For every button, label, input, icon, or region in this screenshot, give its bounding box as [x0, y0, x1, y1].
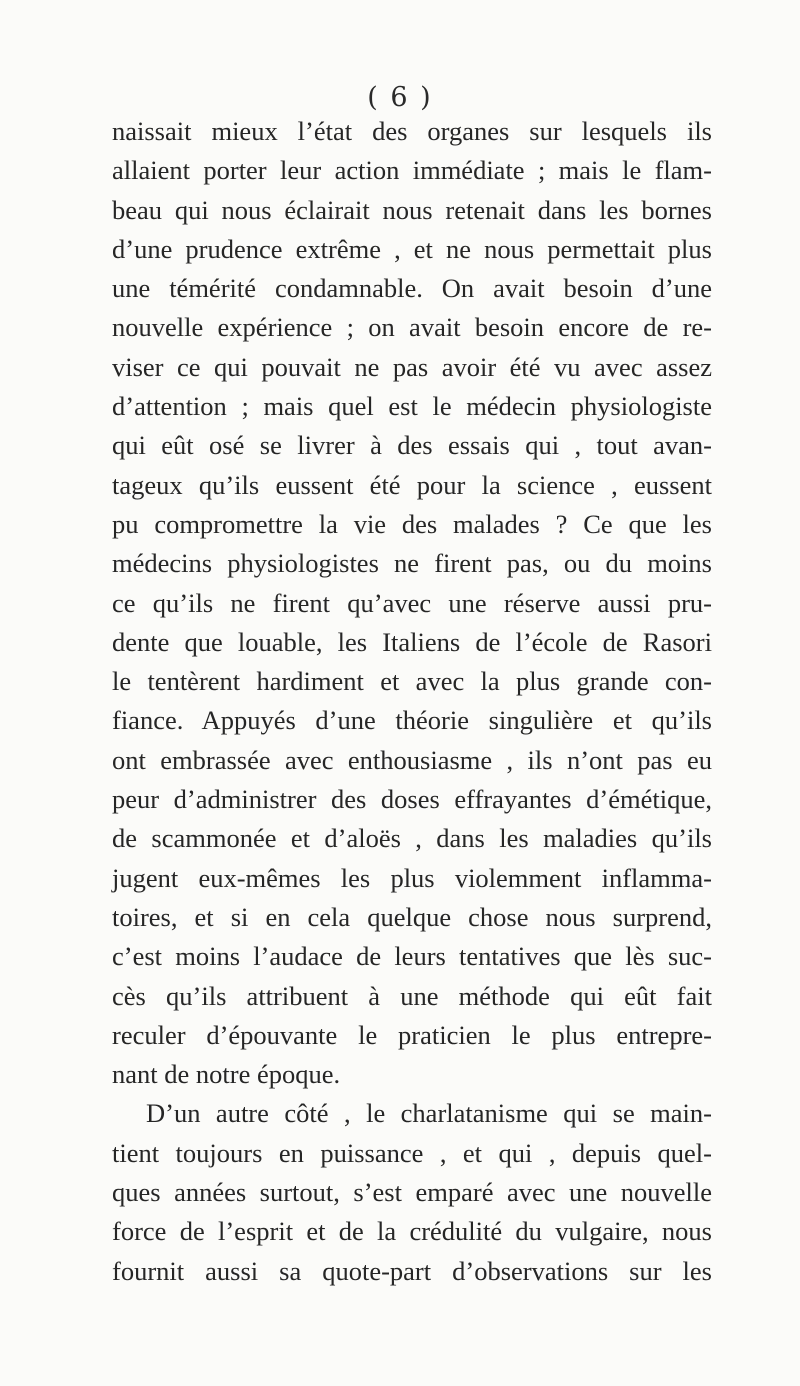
text-line: une témérité condamnable. On avait besoin d’une [112, 273, 712, 304]
text-line: allaient porter leur action immédiate ; mais le flam- [112, 155, 712, 186]
body-text [112, 112, 712, 1291]
text-line: pu compromettre la vie des malades ? Ce que les [112, 508, 712, 539]
text-line: force de l’esprit et de la crédulité du vulgaire, nous [112, 1216, 712, 1247]
text-line: toires, et si en cela quelque chose nous surprend, [112, 901, 712, 932]
text-line: ce qu’ils ne firent qu’avec une réserve aussi pru- [112, 587, 712, 618]
text-line: dente que louable, les Italiens de l’école de Rasori [112, 626, 712, 657]
text-line: cès qu’ils attribuent à une méthode qui eût fait [112, 980, 712, 1011]
text-line: qui eût osé se livrer à des essais qui , tout avan- [112, 430, 712, 461]
text-line: fournit aussi sa quote-part d’observations sur les [112, 1255, 712, 1286]
text-line: c’est moins l’audace de leurs tentatives que lès suc- [112, 941, 712, 972]
text-line: tageux qu’ils eussent été pour la science , eussent [112, 469, 712, 500]
text-line: ques années surtout, s’est emparé avec une nouvelle [112, 1177, 712, 1208]
text-line: naissait mieux l’état des organes sur lesquels ils [112, 116, 712, 146]
text-line: d’attention ; mais quel est le médecin physiologiste [112, 391, 712, 422]
text-line: beau qui nous éclairait nous retenait dans les bornes [112, 194, 712, 225]
text-line: d’une prudence extrême , et ne nous permettait plus [112, 233, 712, 264]
text-line: ont embrassée avec enthousiasme , ils n’ont pas eu [112, 744, 712, 775]
text-line: tient toujours en puissance , et qui , depuis quel- [112, 1137, 712, 1168]
text-line: jugent eux-mêmes les plus violemment inflamma- [112, 862, 712, 893]
text-line: fiance. Appuyés d’une théorie singulière et qu’ils [112, 705, 712, 736]
paragraph-start-line: D’un autre côté , le charlatanisme qui se main- [146, 1098, 712, 1129]
text-line: nouvelle expérience ; on avait besoin encore de re- [112, 312, 712, 343]
text-line: viser ce qui pouvait ne pas avoir été vu avec assez [112, 351, 712, 382]
page-number: ( 6 ) [367, 82, 433, 113]
text-line: reculer d’épouvante le praticien le plus entrepre- [112, 1019, 712, 1050]
text-line: peur d’administrer des doses effrayantes d’émétique, [112, 784, 712, 815]
text-line: le tentèrent hardiment et avec la plus grande con- [112, 666, 712, 697]
text-line: médecins physiologistes ne firent pas, ou du moins [112, 548, 712, 579]
paragraph-end-line: nant de notre époque. [112, 1059, 341, 1090]
text-line: de scammonée et d’aloës , dans les maladies qu’ils [112, 823, 712, 854]
